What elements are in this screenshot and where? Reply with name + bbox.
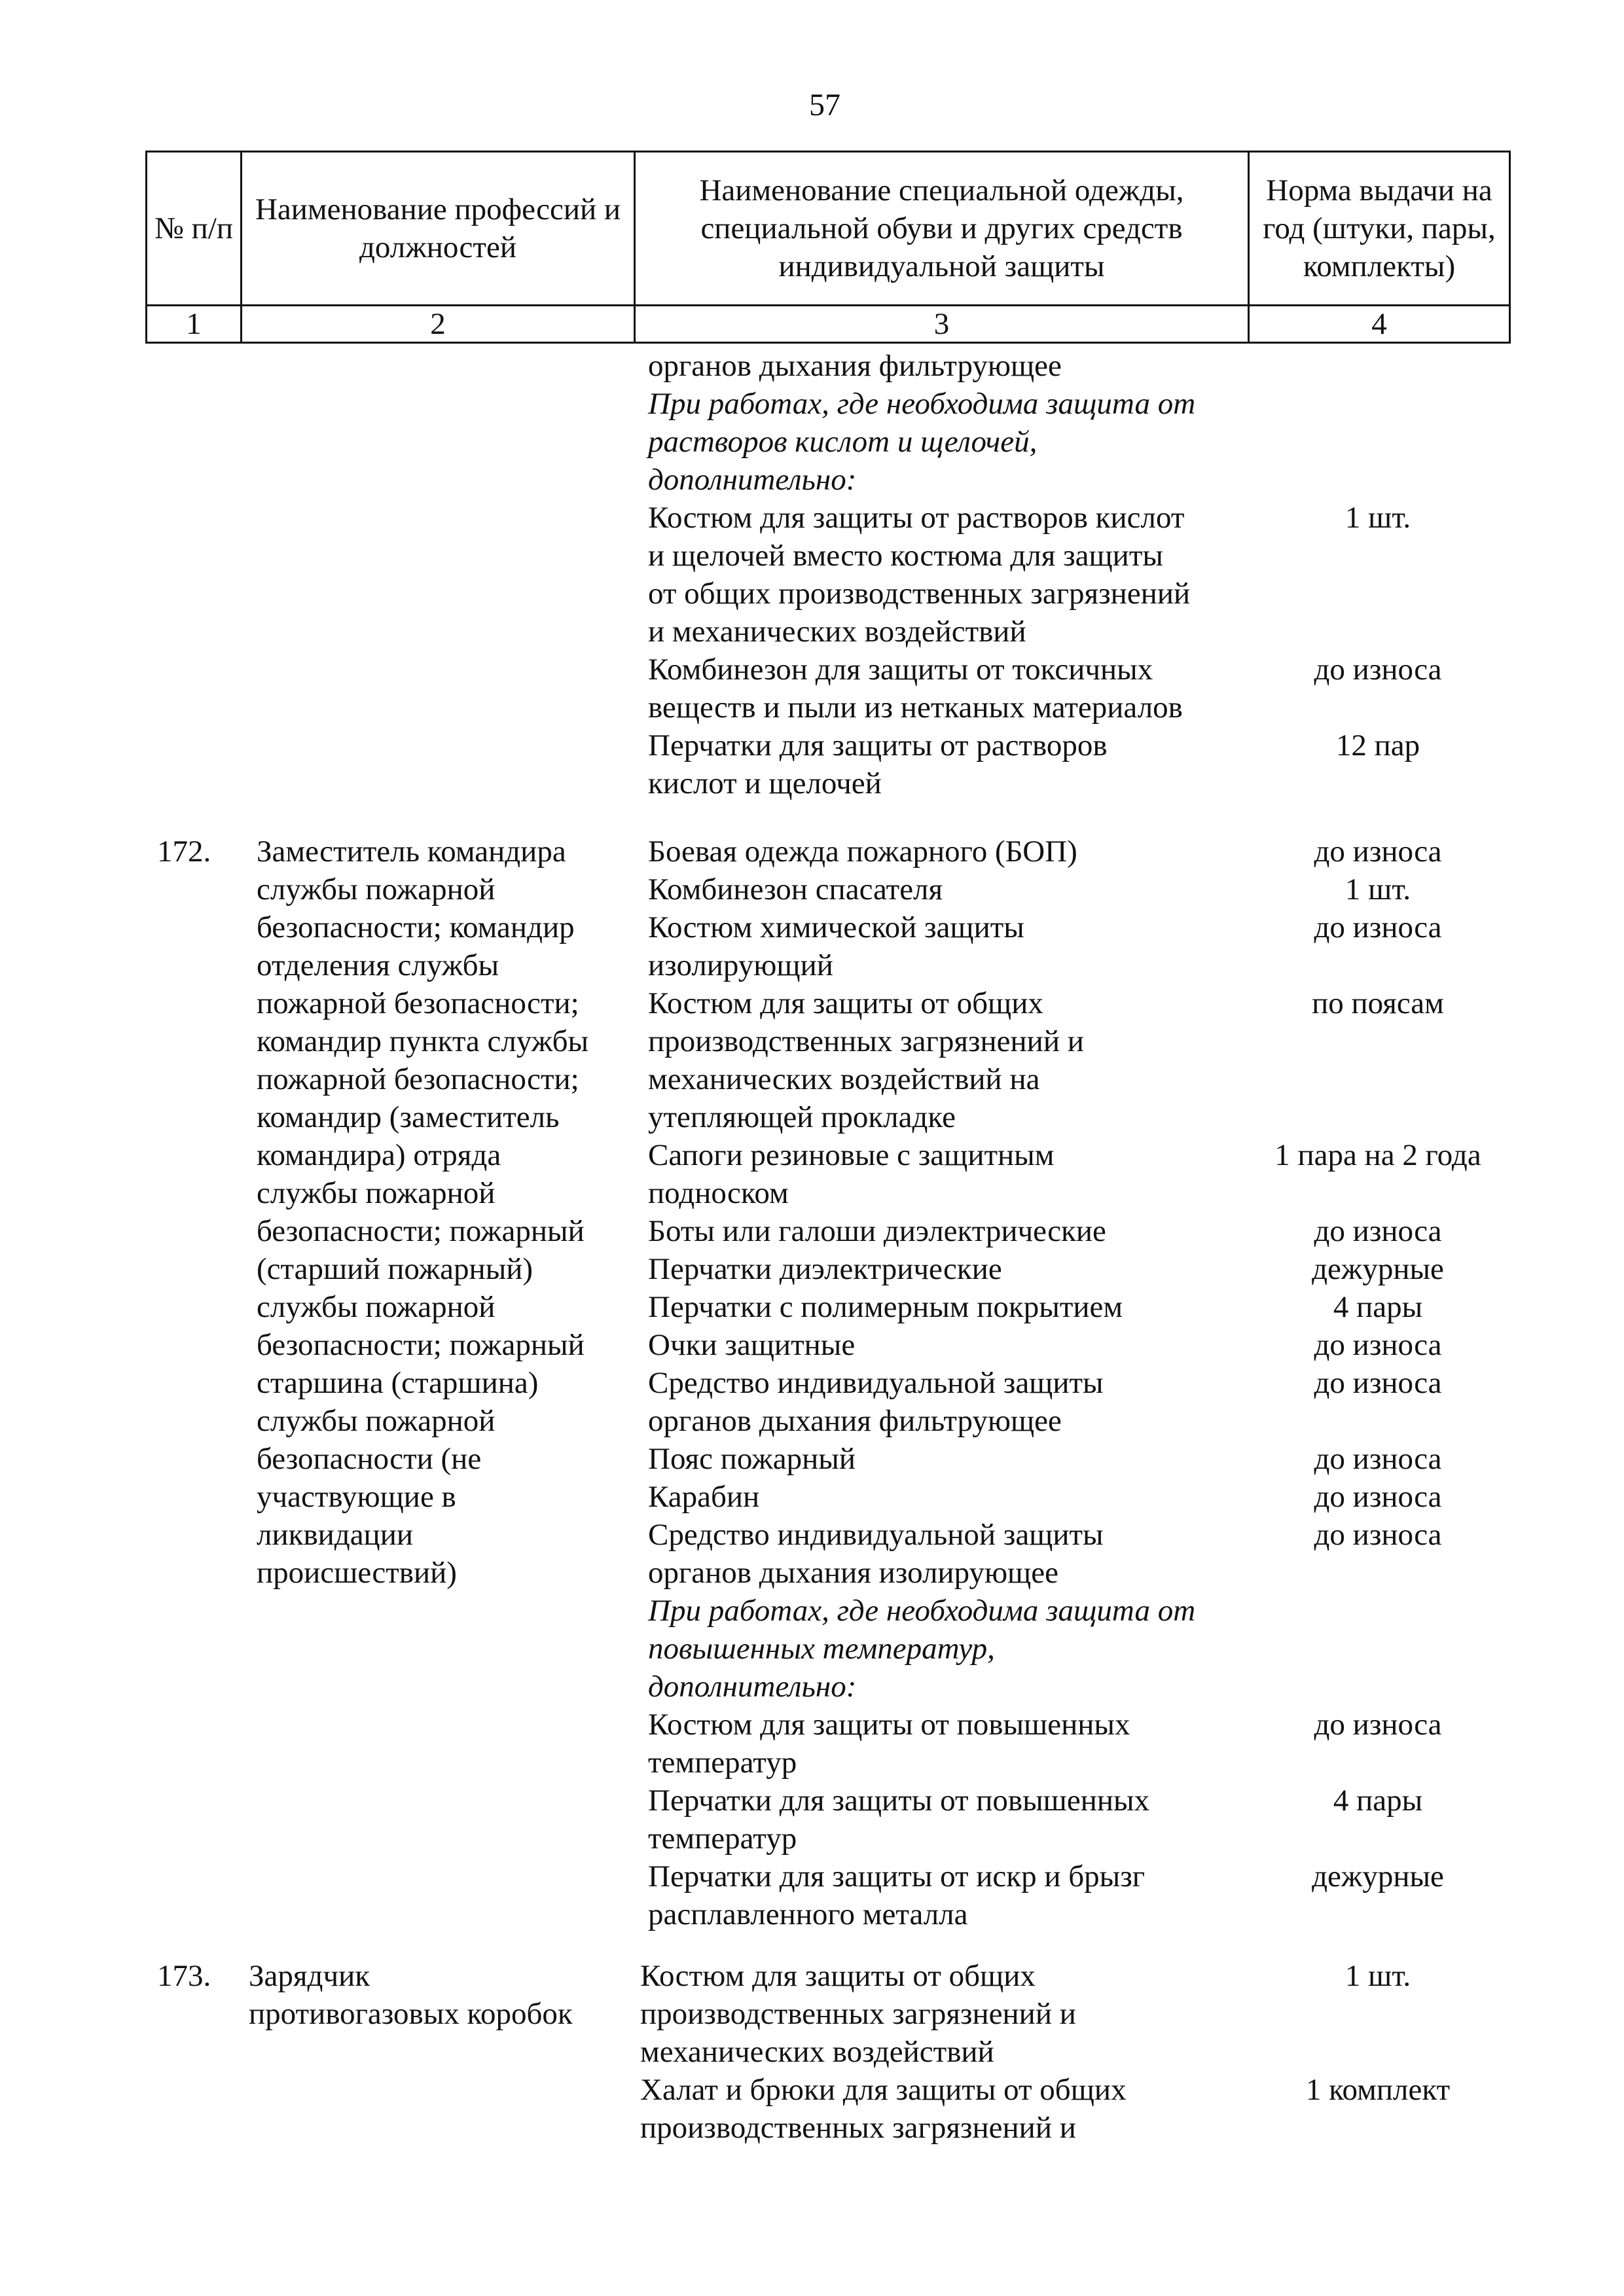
equipment-line: Костюм для защиты от общих — [648, 986, 1043, 1020]
equipment-line: Перчатки для защиты от повышенных — [648, 1784, 1150, 1818]
equipment-line: Костюм для защиты от растворов кислот — [648, 501, 1185, 535]
profession-line: пожарной безопасности; — [257, 986, 579, 1020]
profession-line: Зарядчик — [249, 1959, 370, 1993]
profession-line: службы пожарной — [257, 872, 496, 906]
header-col-index: 3 — [635, 306, 1249, 343]
norm-value: дежурные — [1312, 1859, 1444, 1893]
norm-value: до износа — [1314, 1366, 1442, 1400]
header-norm: Норма выдачи на год (штуки, пары, комплекты) — [1249, 152, 1510, 306]
norm-value: до износа — [1314, 1442, 1442, 1476]
entry-number: 172. — [157, 834, 211, 869]
equipment-line: и механических воздействий — [648, 615, 1026, 649]
equipment-line: кислот и щелочей — [648, 766, 882, 800]
equipment-line: органов дыхания фильтрующее — [648, 1404, 1062, 1438]
norm-value: до износа — [1314, 910, 1442, 944]
entry-number: 173. — [157, 1959, 211, 1993]
profession-line: командира) отряда — [257, 1138, 501, 1172]
equipment-line: подноском — [648, 1176, 789, 1210]
condition-line: При работах, где необходима защита от — [648, 387, 1196, 421]
profession-line: командир пункта службы — [257, 1024, 589, 1058]
equipment-line: Сапоги резиновые с защитным — [648, 1138, 1055, 1172]
norm-value: 4 пары — [1333, 1290, 1423, 1324]
condition-line: растворов кислот и щелочей, — [648, 425, 1038, 459]
equipment-line: и щелочей вместо костюма для защиты — [648, 539, 1163, 573]
norm-value: до износа — [1314, 653, 1442, 687]
profession-line: безопасности (не — [257, 1442, 482, 1476]
header-col-index: 1 — [147, 306, 242, 343]
equipment-line: производственных загрязнений и — [640, 1997, 1076, 2031]
condition-line: дополнительно: — [648, 1670, 857, 1704]
norm-value: 1 шт. — [1344, 1959, 1411, 1993]
norm-value: 1 шт. — [1344, 872, 1411, 906]
profession-line: безопасности; пожарный — [257, 1328, 585, 1362]
equipment-line: Перчатки для защиты от растворов — [648, 728, 1108, 762]
profession-line: службы пожарной — [257, 1176, 496, 1210]
profession-line: Заместитель командира — [257, 834, 566, 869]
norm-value: 1 пара на 2 года — [1274, 1138, 1481, 1172]
equipment-line: органов дыхания изолирующее — [648, 1556, 1058, 1590]
profession-line: отделения службы — [257, 948, 499, 982]
equipment-line: Костюм для защиты от повышенных — [648, 1708, 1130, 1742]
profession-line: происшествий) — [257, 1556, 457, 1590]
equipment-line: Перчатки с полимерным покрытием — [648, 1290, 1123, 1324]
equipment-line: органов дыхания фильтрующее — [648, 349, 1062, 383]
profession-line: старшина (старшина) — [257, 1366, 539, 1400]
equipment-line: Перчатки диэлектрические — [648, 1252, 1002, 1286]
equipment-line: Комбинезон спасателя — [648, 872, 943, 906]
equipment-line: Комбинезон для защиты от токсичных — [648, 653, 1153, 687]
equipment-line: утепляющей прокладке — [648, 1100, 956, 1134]
equipment-line: Карабин — [648, 1480, 760, 1514]
equipment-line: Боевая одежда пожарного (БОП) — [648, 834, 1077, 869]
condition-line: повышенных температур, — [648, 1632, 995, 1666]
profession-line: службы пожарной — [257, 1404, 496, 1438]
equipment-line: Средство индивидуальной защиты — [648, 1518, 1104, 1552]
equipment-line: Боты или галоши диэлектрические — [648, 1214, 1106, 1248]
profession-line: (старший пожарный) — [257, 1252, 533, 1286]
header-equipment: Наименование специальной одежды, специальной обуви и других средств индивидуальной защиты — [635, 152, 1249, 306]
profession-line: участвующие в — [257, 1480, 456, 1514]
condition-line: дополнительно: — [648, 463, 857, 497]
equipment-line: температур — [648, 1746, 797, 1780]
condition-line: При работах, где необходима защита от — [648, 1594, 1196, 1628]
equipment-line: механических воздействий — [640, 2035, 994, 2069]
equipment-line: производственных загрязнений и — [648, 1024, 1084, 1058]
profession-line: командир (заместитель — [257, 1100, 560, 1134]
equipment-line: изолирующий — [648, 948, 833, 982]
norm-value: 12 пар — [1335, 728, 1420, 762]
equipment-line: Очки защитные — [648, 1328, 856, 1362]
equipment-line: Перчатки для защиты от искр и брызг — [648, 1859, 1146, 1893]
page-number: 57 — [809, 88, 840, 122]
equipment-line: Костюм химической защиты — [648, 910, 1024, 944]
profession-line: ликвидации — [257, 1518, 414, 1552]
header-col-index: 4 — [1249, 306, 1510, 343]
norm-value: 1 комплект — [1305, 2073, 1451, 2107]
equipment-line: Халат и брюки для защиты от общих — [640, 2073, 1127, 2107]
norm-value: дежурные — [1312, 1252, 1444, 1286]
norm-value: 1 шт. — [1344, 501, 1411, 535]
norm-value: до износа — [1314, 834, 1442, 869]
profession-line: противогазовых коробок — [249, 1997, 573, 2031]
profession-line: безопасности; командир — [257, 910, 575, 944]
profession-line: безопасности; пожарный — [257, 1214, 585, 1248]
norm-value: по поясам — [1312, 986, 1444, 1020]
profession-line: службы пожарной — [257, 1290, 496, 1324]
profession-line: пожарной безопасности; — [257, 1062, 579, 1096]
norm-value: до износа — [1314, 1328, 1442, 1362]
header-number: № п/п — [147, 152, 242, 306]
norm-value: до износа — [1314, 1480, 1442, 1514]
equipment-line: Костюм для защиты от общих — [640, 1959, 1036, 1993]
equipment-line: Средство индивидуальной защиты — [648, 1366, 1104, 1400]
norm-value: до износа — [1314, 1214, 1442, 1248]
norm-value: 4 пары — [1333, 1784, 1423, 1818]
equipment-line: веществ и пыли из нетканых материалов — [648, 691, 1183, 725]
equipment-line: производственных загрязнений и — [640, 2111, 1076, 2145]
equipment-line: Пояс пожарный — [648, 1442, 856, 1476]
header-col-index: 2 — [242, 306, 635, 343]
norm-value: до износа — [1314, 1708, 1442, 1742]
equipment-line: механических воздействий на — [648, 1062, 1040, 1096]
equipment-line: расплавленного металла — [648, 1897, 968, 1931]
equipment-line: от общих производственных загрязнений — [648, 577, 1191, 611]
norm-value: до износа — [1314, 1518, 1442, 1552]
equipment-line: температур — [648, 1821, 797, 1856]
header-profession: Наименование профессий и должностей — [242, 152, 635, 306]
table-header — [145, 151, 1511, 344]
